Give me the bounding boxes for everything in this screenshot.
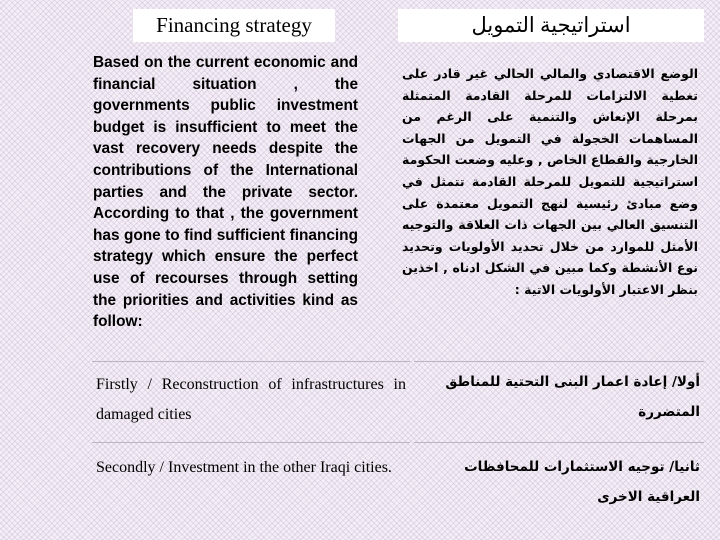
english-intro-paragraph: Based on the current economic and financial situation , the governments public investment budget is insufficient to meet the vast recovery needs despite the contributions of the International parties and the private sector. According to that , the government has gone to find sufficient financing strategy which ensure the perfect use of recourses through setting the priorities and activities kind as follow: [93, 54, 358, 331]
item-2-arabic-line-2: العراقية الاخرى [597, 489, 700, 505]
english-title: Financing strategy [133, 9, 335, 42]
arabic-title: استراتيجية التمويل [398, 9, 704, 42]
item-2-arabic-line-1: ثانيا/ توجيه الاستثمارات للمحافظات [464, 459, 700, 475]
divider-between-items-arabic [414, 442, 704, 443]
item-1-arabic [418, 367, 700, 427]
divider-arabic-items [414, 361, 704, 362]
item-1-arabic-line-2: المتضررة [638, 404, 700, 420]
arabic-intro-paragraph: الوضع الاقتصادي والمالي الحالي غير قادر على تغطية الالتزامات للمرحلة القادمة المتمثلة بمرحلة الإنعاش والتنمية على الرغم من المساهمات الخجولة في التمويل من الجهات الخارجية والقطاع الخاص , وعليه وضعت الحكومة استراتيجية للتمويل للمرحلة القادمة تتمثل في وضع مبادئ رئيسية لنهج التمويل معتمدة على التنسيق العالي بين الجهات ذات العلاقة والتوجيه الأمثل للموارد من خلال تحديد الأولويات وتحديد نوع الأنشطة وكما مبين في الشكل ادناه , اخذين بنظر الاعتبار الأولويات الاتية : [402, 66, 698, 297]
item-1-arabic-line-1: أولا/ إعادة اعمار البنى التحتية للمناطق [445, 374, 700, 390]
item-2-arabic [418, 452, 700, 512]
item-2-english: Secondly / Investment in the other Iraqi cities. [96, 459, 392, 476]
divider-english-items [92, 361, 410, 362]
item-1-english: Firstly / Reconstruction of infrastructures in damaged cities [96, 376, 406, 423]
divider-between-items-english [92, 442, 410, 443]
